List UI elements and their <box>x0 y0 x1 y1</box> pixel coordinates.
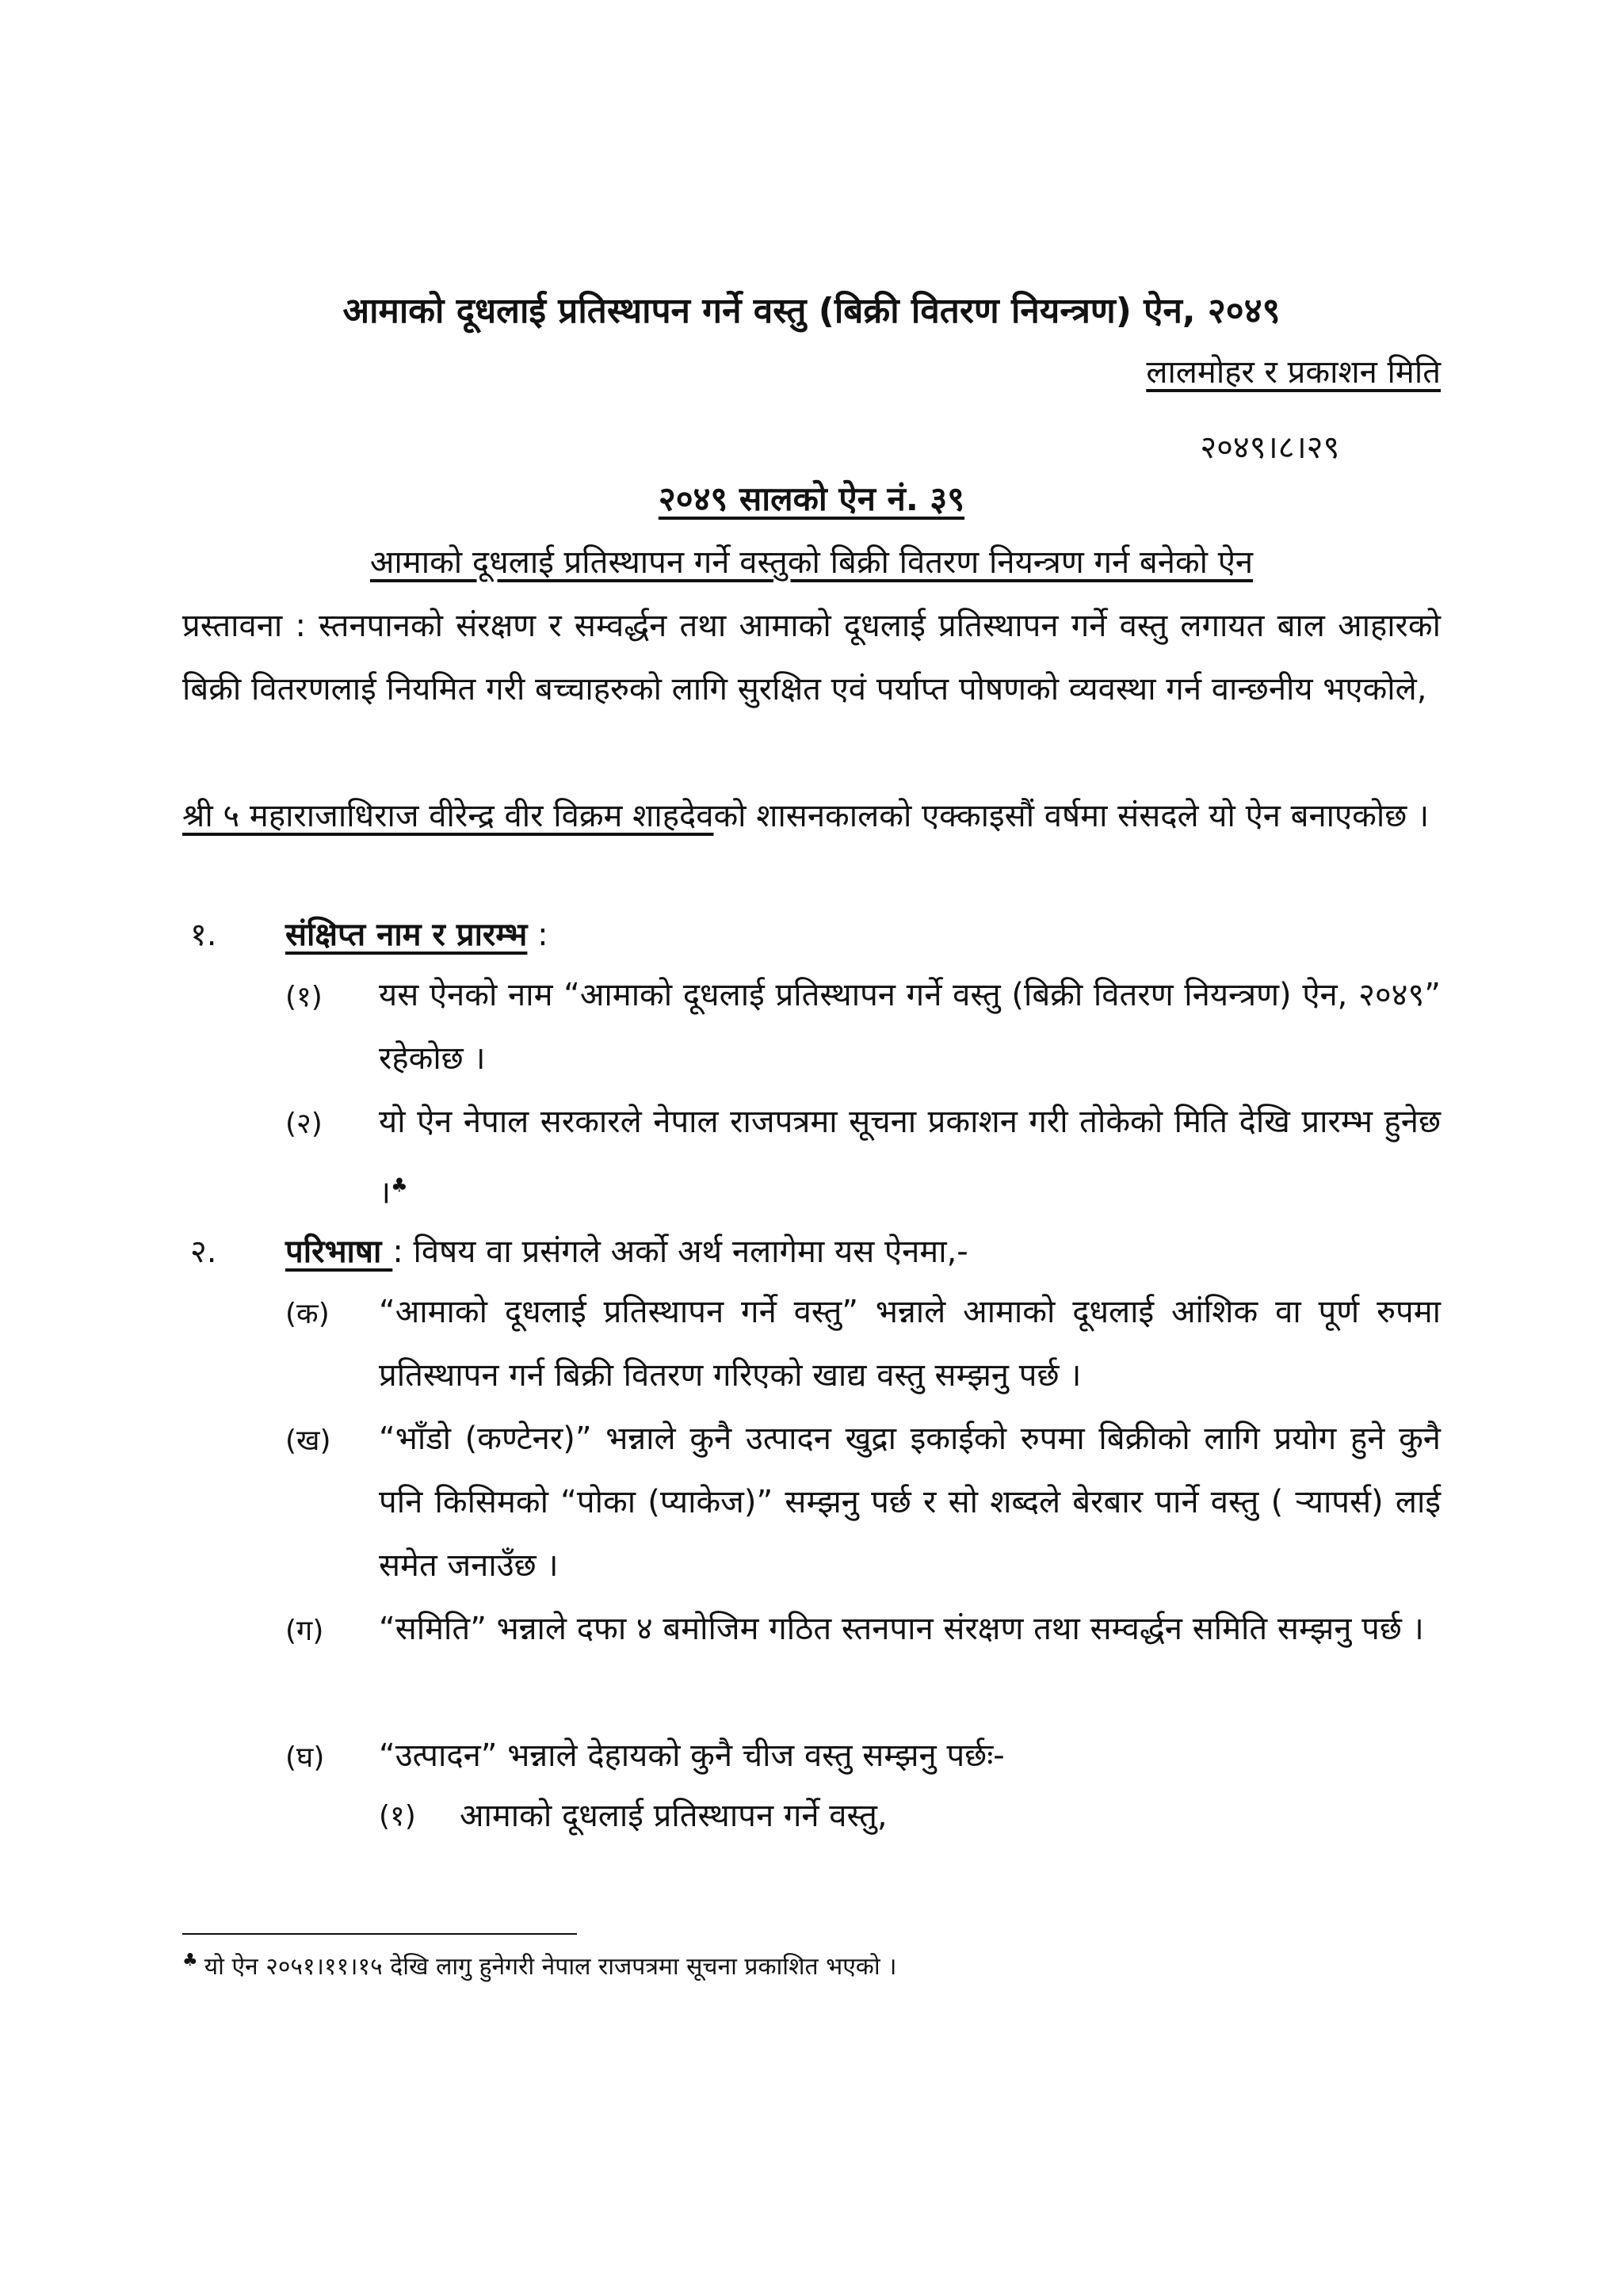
long-title: आमाको दूधलाई प्रतिस्थापन गर्ने वस्तुको बिक्री वितरण नियन्त्रण गर्न बनेको ऐन <box>369 544 1254 581</box>
clause-text: “समिति” भन्नाले दफा ४ बमोजिम गठित स्तनपान संरक्षण तथा सम्वर्द्धन समिति सम्झनु पर्छ । <box>379 1611 1424 1647</box>
section-heading <box>285 1228 968 1272</box>
enactment-monarch: श्री ५ महाराजाधिराज वीरेन्द्र वीर विक्रम शाहदेव <box>182 798 714 834</box>
footnote-text: यो ऐन २०५१।११।१५ देखि लागु हुनेगरी नेपाल राजपत्रमा सूचना प्रकाशित भएको । <box>204 1953 897 1981</box>
clause-text: यस ऐनको नाम “आमाको दूधलाई प्रतिस्थापन गर्ने वस्तु (बिक्री वितरण नियन्त्रण) ऐन, २०४९” रहेकोछ । <box>379 977 1441 1077</box>
clause-label: (ग) <box>285 1615 324 1647</box>
clause-label: (घ) <box>285 1741 325 1774</box>
preamble: प्रस्तावना : स्तनपानको संरक्षण र सम्वर्द्धन तथा आमाको दूधलाई प्रतिस्थापन गर्ने वस्तु लगायत बाल आहारको बिक्री वितरणलाई नियमित गरी बच्चाहरुको लागि सुरक्षित एवं पर्याप्त पोषणको व्यवस्था गर्न वान्छनीय भएकोले, <box>182 608 1441 707</box>
clause-text <box>379 1090 1441 1224</box>
section-heading-suffix: : <box>527 917 548 953</box>
section-heading-suffix: : विषय वा प्रसंगले अर्को अर्थ नलागेमा यस ऐनमा,- <box>392 1234 968 1270</box>
section-number: २. <box>190 1234 217 1270</box>
section-heading-text: परिभाषा <box>285 1234 393 1270</box>
footnote-divider <box>182 1933 577 1935</box>
section-number: १. <box>190 917 217 953</box>
section-heading-text: संक्षिप्त नाम र प्रारम्भ <box>285 917 528 953</box>
footnote <box>182 1949 897 1981</box>
clause-label: (१) <box>285 981 323 1013</box>
date-label: लालमोहर र प्रकाशन मिति <box>1146 354 1441 391</box>
seal-date-block <box>1146 349 1441 467</box>
clause-text: “आमाको दूधलाई प्रतिस्थापन गर्ने वस्तु” भन्नाले आमाको दूधलाई आंशिक वा पूर्ण रुपमा प्रतिस्थापन गर्न बिक्री वितरण गरिएको खाद्य वस्तु सम्झनु पर्छ । <box>379 1294 1441 1394</box>
clause-label: (२) <box>285 1108 323 1140</box>
footnote-reference: ♣ <box>391 1174 408 1196</box>
clause-text: “उत्पादन” भन्नाले देहायको कुनै चीज वस्तु सम्झनु पर्छः- <box>379 1737 1005 1774</box>
footnote-mark: ♣ <box>182 1951 198 1970</box>
enactment-clause <box>182 784 1441 848</box>
clause-label: (ख) <box>285 1425 331 1457</box>
sub-item-text: आमाको दूधलाई प्रतिस्थापन गर्ने वस्तु, <box>460 1798 888 1834</box>
act-number: २०४९ सालको ऐन नं. ३९ <box>658 479 965 518</box>
sub-item-label: (१) <box>379 1800 416 1833</box>
clause-text: “भाँडो (कण्टेनर)” भन्नाले कुनै उत्पादन खुद्रा इकाईको रुपमा बिक्रीको लागि प्रयोग हुने कुनै पनि किसिमको “पोका (प्याकेज)” सम्झनु पर्छ र सो शब्दले बेरबार पार्ने वस्तु ( र्‍यापर्स) लाई समेत जनाउँछ । <box>379 1421 1441 1584</box>
date-value: २०४९।८।२९ <box>1200 429 1340 466</box>
act-title: आमाको दूधलाई प्रतिस्थापन गर्ने वस्तु (बिक्री वितरण नियन्त्रण) ऐन, २०४९ <box>342 291 1281 331</box>
enactment-rest: को शासनकालको एक्काइसौं वर्षमा संसदले यो ऐन बनाएकोछ । <box>713 798 1430 834</box>
clause-label: (क) <box>285 1298 330 1330</box>
clause-text-body: यो ऐन नेपाल सरकारले नेपाल राजपत्रमा सूचना प्रकाशन गरी तोकेको मिति देखि प्रारम्भ हुनेछ । <box>379 1104 1441 1211</box>
section-heading <box>285 911 548 955</box>
